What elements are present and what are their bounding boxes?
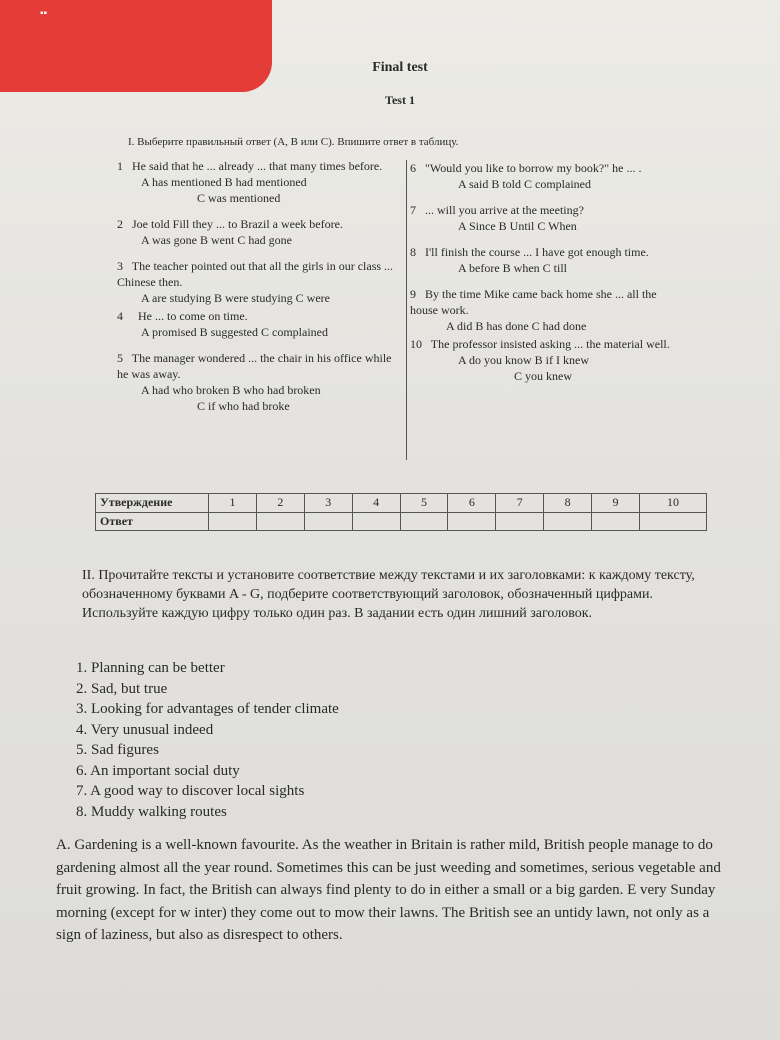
redaction-mark: ▪▪ bbox=[40, 8, 48, 19]
table-cell: 3 bbox=[304, 494, 352, 513]
question-text: ... will you arrive at the meeting? bbox=[425, 203, 584, 217]
page-title: Final test bbox=[372, 60, 428, 75]
question-number: 10 bbox=[410, 337, 422, 351]
question-options: A was gone B went C had gone bbox=[141, 233, 292, 247]
question-text: He ... to come on time. bbox=[138, 309, 248, 323]
question-text: The teacher pointed out that all the girls in our class ... Chinese then. bbox=[117, 259, 394, 289]
list-item: 8. Muddy walking routes bbox=[76, 803, 227, 820]
question-options: C if who had broke bbox=[197, 399, 290, 413]
question-text: I'll finish the course ... I have got enough time. bbox=[425, 245, 649, 259]
table-cell: 4 bbox=[352, 494, 400, 513]
answer-cell[interactable] bbox=[209, 512, 257, 531]
table-cell: 7 bbox=[496, 494, 544, 513]
question-options: A before B when C till bbox=[458, 261, 567, 275]
table-header-cell: Утверждение bbox=[96, 494, 209, 513]
question-number: 5 bbox=[117, 351, 123, 365]
section2-instruction: II. Прочитайте тексты и установите соответствие между текстами и их заголовками: к каждому тексту, обозначенному буквами A - G, подберите соответствующий заголовок, обозначенный цифрами. Используйте каждую цифру только один раз. В задании есть один лишний заголовок. bbox=[82, 568, 695, 621]
list-item: 1. Planning can be better bbox=[76, 660, 225, 676]
table-cell: 6 bbox=[448, 494, 496, 513]
question-text: Joe told Fill they ... to Brazil a week before. bbox=[132, 217, 343, 231]
question-number: 6 bbox=[410, 161, 416, 175]
question-options: A are studying B were studying C were bbox=[141, 291, 330, 305]
question-10 bbox=[410, 336, 678, 384]
table-cell: 5 bbox=[400, 494, 448, 513]
question-text: The manager wondered ... the chair in his office while he was away. bbox=[117, 351, 392, 381]
question-7 bbox=[410, 202, 678, 234]
headings-list bbox=[76, 658, 339, 822]
question-options: A Since B Until C When bbox=[458, 219, 577, 233]
question-number: 7 bbox=[410, 203, 416, 217]
list-item: 7. A good way to discover local sights bbox=[76, 783, 305, 799]
questions-right-column bbox=[410, 160, 678, 394]
page-subtitle: Test 1 bbox=[385, 93, 415, 107]
column-divider bbox=[406, 160, 407, 460]
question-3 bbox=[117, 258, 402, 306]
question-text: "Would you like to borrow my book?" he ... . bbox=[425, 161, 642, 175]
list-item: 5. Sad figures bbox=[76, 742, 159, 758]
question-number: 9 bbox=[410, 287, 416, 301]
question-text: The professor insisted asking ... the material well. bbox=[430, 337, 670, 351]
question-options: A do you know B if I knew bbox=[458, 353, 589, 367]
table-cell: 1 bbox=[209, 494, 257, 513]
question-text: He said that he ... already ... that many times before. bbox=[132, 159, 383, 173]
table-cell: 8 bbox=[544, 494, 592, 513]
section1-instruction: I. Выберите правильный ответ (A, B или C). Впишите ответ в таблицу. bbox=[128, 136, 459, 148]
redaction-block bbox=[0, 0, 272, 92]
answer-table bbox=[95, 493, 707, 531]
question-9 bbox=[410, 286, 678, 334]
question-options: A has mentioned B had mentioned bbox=[141, 175, 307, 189]
question-4 bbox=[117, 308, 402, 340]
question-8 bbox=[410, 244, 678, 276]
list-item: 3. Looking for advantages of tender climate bbox=[76, 701, 339, 717]
list-item: 2. Sad, but true bbox=[76, 680, 168, 697]
question-2 bbox=[117, 216, 402, 248]
question-5 bbox=[117, 350, 402, 414]
question-1 bbox=[117, 158, 402, 206]
question-options: A said B told C complained bbox=[458, 177, 591, 191]
question-number: 3 bbox=[117, 259, 123, 273]
answer-cell[interactable] bbox=[256, 512, 304, 531]
question-options: A had who broken B who had broken bbox=[141, 383, 321, 397]
questions-left-column bbox=[117, 158, 402, 424]
answer-cell[interactable] bbox=[592, 512, 640, 531]
table-cell: 9 bbox=[592, 494, 640, 513]
answer-cell[interactable] bbox=[544, 512, 592, 531]
answer-cell[interactable] bbox=[400, 512, 448, 531]
passage-a: A. Gardening is a well-known favourite. As the weather in Britain is rather mild, British people manage to do gardening almost all the year round. Sometimes this can be just weeding and sometimes, serious vegetable and fruit growing. In fact, the British can always find plenty to do in either a small or a big garden. E very Sunday morning (except for w inter) they come out to mow their lawns. The British see an untidy lawn, not only as a sign of laziness, but also as disrespect to others. bbox=[56, 837, 721, 943]
question-options: A did B has done C had done bbox=[446, 319, 587, 333]
question-number: 8 bbox=[410, 245, 416, 259]
question-options: C you knew bbox=[514, 369, 572, 383]
question-text: By the time Mike came back home she ... all the house work. bbox=[410, 287, 657, 317]
table-cell: 10 bbox=[639, 494, 706, 513]
answer-cell[interactable] bbox=[304, 512, 352, 531]
table-row bbox=[96, 494, 707, 513]
answer-cell[interactable] bbox=[639, 512, 706, 531]
question-number: 4 bbox=[117, 309, 123, 323]
table-row bbox=[96, 512, 707, 531]
question-options: A promised B suggested C complained bbox=[141, 325, 328, 339]
question-options: C was mentioned bbox=[197, 191, 281, 205]
answer-cell[interactable] bbox=[352, 512, 400, 531]
table-header-cell: Ответ bbox=[96, 512, 209, 531]
question-number: 1 bbox=[117, 159, 123, 173]
table-cell: 2 bbox=[256, 494, 304, 513]
question-number: 2 bbox=[117, 217, 123, 231]
question-6 bbox=[410, 160, 678, 192]
list-item: 4. Very unusual indeed bbox=[76, 721, 214, 738]
answer-cell[interactable] bbox=[448, 512, 496, 531]
answer-cell[interactable] bbox=[496, 512, 544, 531]
list-item: 6. An important social duty bbox=[76, 762, 240, 779]
